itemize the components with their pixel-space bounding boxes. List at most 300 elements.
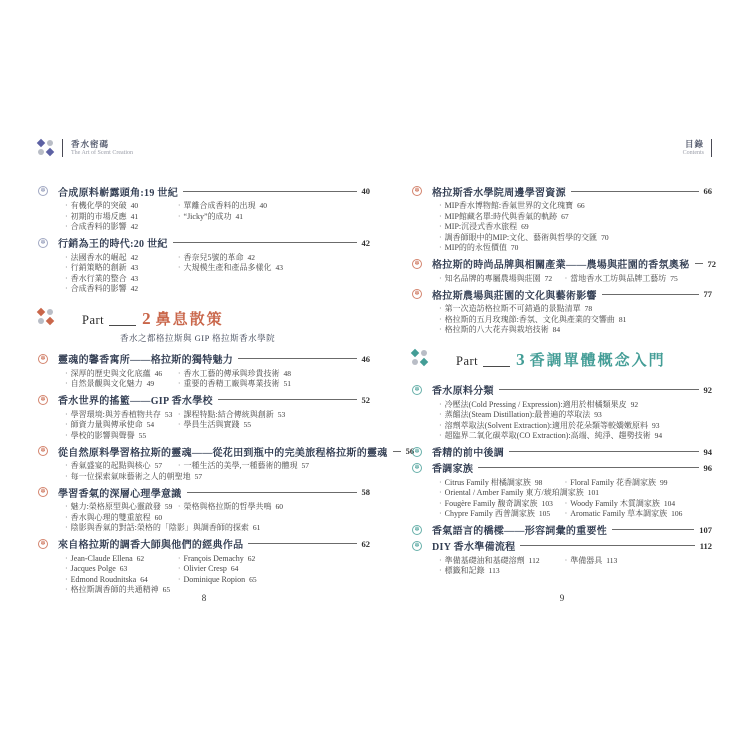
toc-section-header	[38, 486, 370, 498]
leader-line	[478, 467, 698, 468]
section-bullet-icon: ✽	[38, 539, 48, 549]
toc-item-page: 64	[140, 574, 148, 584]
toc-item-page: 43	[275, 263, 284, 272]
toc-item-page: 57	[194, 471, 203, 481]
toc-item-row	[65, 410, 370, 421]
section-bullet-icon: ✽	[38, 238, 48, 248]
toc-item-list	[65, 461, 370, 482]
toc-item-title: “Jicky”的成功	[183, 211, 232, 221]
toc-item	[439, 243, 518, 254]
toc-item-title: 一種生活的美學,一種藝術的體現	[183, 461, 298, 470]
toc-section-title: 學習香氣的深層心理學意識	[58, 488, 182, 500]
leader-line	[602, 294, 699, 295]
toc-item-page: 70	[510, 243, 519, 252]
toc-item-page: 94	[654, 431, 663, 440]
toc-item-row	[65, 263, 370, 274]
leader-line	[218, 399, 357, 400]
bullet-icon: ·	[439, 488, 442, 497]
toc-item-list	[65, 201, 370, 233]
bullet-icon: ·	[439, 211, 442, 221]
toc-item-page: 57	[154, 461, 163, 470]
toc-section	[412, 540, 712, 577]
toc-section-page: 66	[703, 186, 712, 196]
bullet-icon: ·	[177, 379, 181, 388]
toc-section-page: 96	[703, 462, 712, 473]
diamond-icon	[46, 316, 54, 324]
bullet-icon: ·	[439, 304, 442, 313]
toc-item-title: 香奈兒5號的革命	[183, 252, 244, 262]
toc-item-row	[65, 369, 370, 380]
toc-item-list	[439, 400, 712, 442]
toc-item-title: 深厚的歷史與文化底蘊	[70, 368, 151, 378]
toc-item	[65, 513, 162, 524]
toc-item-title: 學員生活與實踐	[183, 420, 240, 429]
bullet-icon: ·	[65, 523, 68, 532]
toc-item-page: 55	[243, 420, 252, 429]
toc-item	[178, 410, 285, 421]
toc-item-title: 準備器具	[570, 555, 603, 565]
toc-item	[439, 233, 609, 244]
bullet-icon: ·	[439, 325, 442, 334]
leader-line	[695, 263, 703, 264]
toc-section	[38, 445, 415, 482]
toc-item-row	[439, 315, 712, 326]
part-number: 2	[142, 308, 151, 328]
toc-item-row	[439, 304, 712, 315]
leader-line	[187, 492, 357, 493]
toc-item-page: 42	[130, 284, 139, 293]
toc-item-page: 70	[601, 232, 609, 242]
toc-item-page: 105	[538, 509, 551, 518]
toc-item-list	[65, 554, 370, 596]
bullet-icon: ·	[439, 273, 442, 283]
toc-item-title: Jacques Polge	[70, 564, 116, 573]
toc-item	[178, 369, 291, 380]
toc-item-page: 41	[130, 211, 139, 221]
bullet-icon: ·	[564, 555, 568, 565]
toc-section	[38, 394, 370, 442]
bullet-icon: ·	[177, 420, 181, 429]
toc-item	[565, 499, 676, 510]
toc-item-page: 62	[247, 553, 256, 563]
toc-item-row	[65, 461, 370, 472]
toc-section-page: 40	[361, 186, 370, 196]
bullet-icon: ·	[65, 585, 68, 594]
toc-item-title: 標籤和記錄	[444, 566, 485, 575]
toc-item	[65, 575, 178, 586]
toc-item-row	[65, 274, 370, 285]
toc-item-title: 法國香水的崛起	[70, 252, 127, 262]
diamond-ornament-icon	[412, 350, 428, 366]
toc-page-right	[412, 138, 716, 618]
toc-item-list	[65, 502, 370, 534]
toc-item-title: 每一位探索氣味藝術之人的朝聖地	[70, 471, 191, 481]
toc-item	[565, 274, 678, 285]
toc-item	[178, 379, 291, 390]
toc-section-page: 92	[703, 384, 712, 395]
bullet-icon: ·	[439, 555, 442, 565]
part-subtitle: 香水之都格拉斯與 GIP 格拉斯香水學院	[120, 332, 276, 343]
toc-item-title: 超臨界二氧化碳萃取(CO Extraction):高端、純淨、趨勢技術	[444, 431, 651, 440]
toc-item	[439, 274, 565, 285]
toc-item-list	[439, 274, 712, 285]
part-label: Part	[82, 312, 105, 327]
leader-line	[183, 191, 356, 192]
toc-item-row	[65, 201, 370, 212]
bullet-icon: ·	[65, 211, 68, 221]
toc-item-title: 重要的香精工廠與專業技術	[183, 379, 280, 388]
bullet-icon: ·	[177, 409, 181, 419]
section-bullet-icon: ✽	[38, 354, 48, 364]
toc-item-title: Fougère Family 馥奇調家族	[444, 498, 538, 508]
bullet-icon: ·	[177, 211, 181, 221]
book-subtitle: The Art of Scent Creation	[71, 150, 133, 156]
toc-item-title: 調香師眼中的MIP:文化、藝術與哲學的交匯	[444, 232, 598, 242]
toc-item-page: 112	[528, 555, 540, 565]
bullet-icon: ·	[564, 273, 568, 283]
toc-item-row	[439, 243, 712, 254]
toc-item-row	[439, 431, 712, 442]
toc-item	[178, 461, 309, 472]
toc-item	[65, 379, 178, 390]
toc-section-page: 56	[405, 446, 415, 456]
toc-item	[439, 222, 529, 233]
toc-item	[178, 420, 251, 431]
circle-icon	[47, 140, 53, 146]
toc-section-header	[38, 185, 370, 197]
toc-section-page: 112	[699, 540, 712, 551]
toc-section-page: 42	[361, 237, 370, 248]
toc-item-row	[439, 488, 712, 499]
toc-item-title: Oriental / Amber Family 東方/琥珀調家族	[444, 488, 584, 497]
toc-section-header	[412, 384, 712, 396]
leader-line	[238, 358, 356, 359]
toc-section-header	[38, 237, 370, 249]
toc-item-page: 84	[552, 325, 561, 334]
toc-item	[65, 431, 146, 442]
toc-item-title: Dominique Ropion	[183, 574, 246, 584]
toc-item-page: 69	[521, 222, 529, 231]
toc-item-row	[439, 410, 712, 421]
toc-section	[412, 384, 712, 442]
toc-item-title: 格拉斯調香師的共通精神	[70, 585, 159, 594]
toc-item-row	[65, 379, 370, 390]
toc-item-page: 81	[618, 314, 627, 324]
toc-item	[178, 201, 267, 212]
diamond-icon	[46, 148, 54, 156]
circle-icon	[421, 350, 427, 356]
page-number-right: 9	[559, 593, 565, 603]
toc-section	[38, 185, 370, 233]
toc-section-page: 77	[703, 289, 712, 299]
leader-line	[520, 545, 694, 546]
toc-item-title: 香水工藝的傳承與珍貴技術	[183, 368, 280, 378]
bullet-icon: ·	[177, 502, 181, 511]
bullet-icon: ·	[65, 471, 68, 481]
toc-section	[38, 237, 370, 295]
part-title-line	[82, 308, 370, 329]
bullet-icon: ·	[439, 498, 442, 508]
section-bullet-icon: ✽	[412, 186, 422, 196]
toc-item-row	[65, 431, 370, 442]
toc-item-title: Woody Family 木質調家族	[570, 498, 660, 508]
bullet-icon: ·	[65, 273, 68, 283]
section-bullet-icon: ✽	[38, 186, 48, 196]
toc-item	[178, 263, 283, 274]
toc-item-title: 榮格與格拉斯的哲學共鳴	[183, 502, 272, 511]
circle-icon	[47, 309, 53, 315]
leader-line	[248, 543, 356, 544]
toc-item-row	[65, 420, 370, 431]
toc-item-page: 63	[119, 564, 128, 573]
toc-item-page: 62	[136, 553, 145, 563]
toc-item-row	[439, 325, 712, 336]
toc-section	[412, 446, 712, 458]
diamond-icon	[420, 357, 428, 365]
diamond-icon	[411, 348, 419, 356]
toc-item-list	[439, 304, 712, 336]
bullet-icon: ·	[439, 243, 442, 252]
toc-item-page: 61	[252, 523, 261, 532]
part-title: 鼻息散策	[155, 311, 224, 328]
toc-item-page: 57	[301, 461, 310, 470]
toc-item	[439, 499, 565, 510]
toc-section-title: DIY 香水準備流程	[432, 542, 516, 553]
bullet-icon: ·	[65, 420, 68, 429]
toc-item	[439, 304, 592, 315]
toc-item-row	[439, 400, 712, 411]
toc-item-page: 60	[154, 512, 163, 522]
toc-item-page: 55	[138, 430, 147, 440]
toc-section	[38, 353, 370, 390]
toc-item-list	[439, 556, 712, 577]
toc-item-page: 40	[130, 201, 139, 210]
toc-item-row	[65, 472, 370, 483]
section-bullet-icon: ✽	[412, 385, 422, 395]
toc-item-title: 魅力:榮格原型與心靈啟發	[70, 502, 161, 511]
bullet-icon: ·	[65, 379, 68, 388]
toc-item-title: 格拉斯的五月玫瑰節:香氛、文化與產業的交響曲	[444, 314, 615, 324]
toc-item-row	[65, 564, 370, 575]
section-bullet-icon: ✽	[412, 259, 422, 269]
bullet-icon: ·	[65, 409, 68, 419]
bullet-icon: ·	[65, 574, 68, 584]
toc-item-page: 59	[164, 502, 173, 511]
toc-item-title: 蒸餾法(Steam Distillation):最普遍的萃取法	[444, 410, 591, 419]
toc-section-page: 52	[361, 394, 370, 405]
toc-section-header	[412, 540, 712, 552]
toc-section	[38, 538, 370, 596]
toc-section-title: 香精的前中後調	[432, 448, 505, 459]
toc-section-header	[412, 288, 712, 300]
toc-item-row	[439, 201, 712, 212]
toc-item-page: 78	[584, 304, 593, 313]
toc-item-page: 72	[544, 273, 553, 283]
part-underscore	[483, 366, 510, 367]
toc-item-list	[439, 478, 712, 520]
toc-item-title: MIP館藏名單:時代與香氣的軌跡	[444, 211, 558, 221]
bullet-icon: ·	[65, 284, 68, 293]
toc-section-page: 107	[699, 524, 712, 535]
toc-item-page: 53	[164, 409, 173, 419]
toc-section-header	[412, 185, 712, 197]
toc-item	[439, 556, 565, 567]
section-bullet-icon: ✽	[38, 446, 48, 456]
toc-item-list	[65, 410, 370, 442]
toc-item-title: Jean-Claude Ellena	[70, 553, 133, 563]
section-bullet-icon: ✽	[38, 395, 48, 405]
toc-item-row	[439, 509, 712, 520]
bullet-icon: ·	[439, 222, 442, 231]
section-bullet-icon: ✽	[412, 525, 422, 535]
bullet-icon: ·	[65, 564, 68, 573]
toc-item-page: 113	[606, 555, 618, 565]
leader-line	[499, 389, 699, 390]
toc-section-title: 來自格拉斯的調香大師與他們的經典作品	[58, 540, 244, 551]
toc-item	[439, 488, 599, 499]
toc-section-header	[38, 353, 370, 365]
bullet-icon: ·	[177, 263, 181, 272]
toc-item-title: 第一次造訪格拉斯不可錯過的景點清單	[444, 304, 581, 313]
circle-icon	[38, 318, 44, 324]
toc-item-title: Chypre Family 西普調家族	[444, 509, 535, 518]
bullet-icon: ·	[65, 263, 68, 272]
toc-item-page: 64	[230, 564, 239, 573]
toc-item-page: 103	[541, 498, 553, 508]
toc-item-list	[65, 369, 370, 390]
bullet-icon: ·	[177, 574, 181, 584]
toc-item-page: 43	[130, 263, 139, 272]
toc-item-row	[439, 274, 712, 285]
toc-section-title: 格拉斯的時尚品牌與相關產業——農場與莊園的香氛奧秘	[432, 260, 690, 271]
toc-item-page: 41	[235, 211, 244, 221]
toc-item-row	[439, 499, 712, 510]
toc-section-header	[38, 445, 415, 459]
toc-item-title: 初期的市場反應	[70, 211, 127, 221]
toc-item	[65, 369, 178, 380]
toc-item-page: 51	[283, 379, 292, 388]
toc-section-header	[412, 258, 716, 271]
toc-item	[439, 431, 662, 442]
toc-item-page: 99	[660, 477, 668, 487]
toc-item-page: 65	[249, 574, 257, 584]
toc-item-page: 48	[283, 368, 292, 378]
toc-section-title: 香水世界的搖籃——GIP 香水學校	[58, 396, 213, 407]
toc-item	[65, 253, 178, 264]
toc-item-page: 42	[130, 222, 139, 231]
bullet-icon: ·	[65, 430, 68, 440]
toc-section-title: 香氣語言的橋樑——形容詞彙的重要性	[432, 526, 608, 537]
toc-section	[412, 524, 712, 536]
toc-item-page: 46	[154, 368, 163, 378]
toc-item	[439, 478, 565, 489]
diamond-icon	[37, 307, 45, 315]
toc-item-row	[65, 502, 370, 513]
toc-item-title: 香氣盛宴的起點與核心	[70, 461, 151, 470]
toc-page-left	[38, 138, 415, 618]
leader-line	[393, 451, 401, 452]
contents-subtitle: Contents	[682, 150, 704, 156]
bullet-icon: ·	[564, 509, 568, 518]
toc-item-title: François Demachy	[183, 553, 244, 563]
toc-item-title: 合成香料的影響	[70, 222, 127, 231]
leader-line	[173, 242, 357, 243]
toc-section-header	[38, 538, 370, 550]
toc-item-row	[65, 212, 370, 223]
toc-section-title: 格拉斯香水學院周邊學習資源	[432, 187, 566, 199]
toc-item	[65, 420, 178, 431]
toc-item	[565, 509, 683, 520]
toc-item	[439, 201, 585, 212]
toc-item-page: 104	[663, 498, 676, 508]
bullet-icon: ·	[564, 498, 568, 508]
bullet-icon: ·	[177, 461, 181, 470]
toc-item	[439, 212, 569, 223]
toc-item	[65, 410, 178, 421]
divider	[711, 139, 712, 157]
toc-item-page: 66	[577, 201, 585, 210]
bullet-icon: ·	[65, 201, 68, 210]
toc-item-page: 53	[277, 409, 286, 419]
toc-section-page: 72	[707, 258, 716, 269]
part-underscore	[109, 325, 136, 326]
toc-item-title: Floral Family 花香調家族	[570, 477, 657, 487]
toc-item	[178, 575, 257, 586]
toc-item-title: MIP香水博物館:香氣世界的文化瑰寶	[444, 201, 574, 210]
toc-item	[65, 263, 178, 274]
toc-item-page: 92	[630, 399, 639, 409]
toc-item-title: 自然景觀與文化魅力	[70, 379, 143, 388]
bullet-icon: ·	[65, 553, 68, 563]
toc-item-row	[65, 523, 370, 534]
toc-section-title: 行銷為王的時代:20 世紀	[58, 239, 168, 250]
toc-item-title: 有機化學的突破	[70, 201, 127, 210]
toc-section-page: 94	[703, 446, 712, 457]
bullet-icon: ·	[439, 399, 442, 409]
toc-item-title: 學習環境:與芳香植物共存	[70, 409, 161, 419]
toc-section-title: 靈魂的馨香寓所——格拉斯的獨特魅力	[58, 355, 234, 366]
bullet-icon: ·	[65, 512, 68, 522]
toc-item	[65, 284, 138, 295]
bullet-icon: ·	[65, 252, 68, 262]
bullet-icon: ·	[564, 477, 568, 487]
toc-item-page: 42	[247, 252, 256, 262]
contents-title: 目錄	[684, 139, 704, 149]
toc-item-title: 大規模生產和產品多樣化	[183, 263, 272, 272]
toc-section-header	[412, 462, 712, 474]
part-title: 香調單體概念入門	[529, 352, 666, 369]
toc-section-title: 香水原料分類	[432, 386, 494, 397]
running-head-left	[38, 138, 370, 158]
bullet-icon: ·	[177, 368, 181, 378]
leader-line	[612, 529, 694, 530]
toc-item	[65, 502, 178, 513]
toc-item	[439, 315, 626, 326]
bullet-icon: ·	[439, 314, 442, 324]
toc-item	[178, 564, 239, 575]
circle-icon	[412, 359, 418, 365]
toc-section-header	[38, 394, 370, 406]
toc-item-list	[439, 201, 712, 254]
toc-item-page: 54	[146, 420, 155, 429]
part-heading	[412, 349, 712, 375]
toc-item-page: 113	[488, 566, 500, 575]
toc-item	[565, 556, 618, 567]
toc-item-page: 75	[670, 273, 678, 283]
toc-section-page: 62	[361, 538, 370, 549]
toc-item	[178, 502, 283, 513]
book-title: 香水密碼	[71, 139, 110, 149]
